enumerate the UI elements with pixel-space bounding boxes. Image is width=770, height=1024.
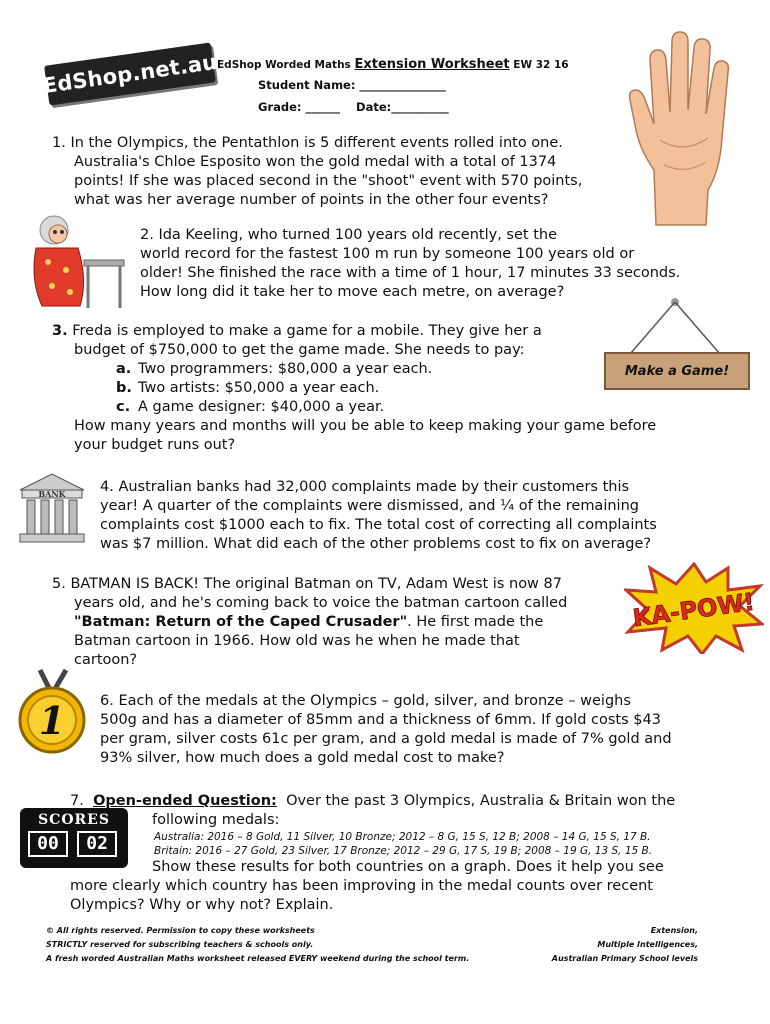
footer-line: Multiple Intelligences, [597,940,698,949]
question-1-line: what was her average number of points in the other four events? [74,192,549,208]
item-text: Two artists: $50,000 a year each. [138,380,380,396]
question-1-line: points! If she was placed second in the "shoot" event with 570 points, [74,173,583,189]
bank-label: BANK [38,489,66,499]
grade-date-line [258,100,449,114]
student-name-field: Student Name: _______________ [258,78,446,92]
title-main: Extension Worksheet [354,57,510,72]
elderly-runner-illustration [22,210,130,310]
item-text: A game designer: $40,000 a year. [138,399,385,415]
question-4-line: 4. Australian banks had 32,000 complaints made by their customers this [100,479,630,495]
date-field: Date:__________ [356,100,449,114]
question-5-line [52,613,567,632]
question-5 [52,575,567,670]
question-1 [52,134,582,210]
footer-line: STRICTLY reserved for subscribing teachers & schools only. [46,940,314,949]
question-3-line: budget of $750,000 to get the game made. She needs to pay: [74,342,525,358]
footer-levels [552,924,698,966]
question-7-line: Olympics? Why or why not? Explain. [70,897,334,913]
question-1-line: 1. In the Olympics, the Pentathlon is 5 different events rolled into one. [52,135,563,151]
question-4-line: year! A quarter of the complaints were dismissed, and ¼ of the remaining [100,498,639,514]
question-7-line: Show these results for both countries on a graph. Does it help you see [152,859,664,875]
question-4-line: complaints cost $1000 each to fix. The total cost of correcting all complaints [100,517,657,533]
gold-medal-icon [12,668,94,756]
worksheet-code: EW 32 16 [513,59,569,71]
open-ended-heading: Open-ended Question: [93,793,277,809]
question-5-line: years old, and he's coming back to voice the batman cartoon called [74,595,568,611]
kapow-burst-icon [624,562,764,654]
question-7-line: more clearly which country has been improving in the medal counts over recent [70,878,653,894]
question-7-line: following medals: [152,812,280,828]
question-7-number: 7. [70,793,84,809]
question-2-line: world record for the fastest 100 m run by someone 100 years old or [140,246,635,262]
question-2-line: 2. Ida Keeling, who turned 100 years old recently, set the [140,227,557,243]
raised-hand-illustration [628,20,738,230]
question-2-line: How long did it take her to move each metre, on average? [140,284,565,300]
question-3-item [52,398,656,417]
footer-line: Australian Primary School levels [551,954,698,963]
kapow-text: KA-POW! [631,587,757,633]
question-3 [52,322,656,455]
item-marker: b. [116,380,132,396]
scoreboard-label: SCORES [38,812,110,828]
footer-copyright [46,924,469,966]
question-3-line: Freda is employed to make a game for a mobile. They give her a [72,323,542,339]
question-3-line: How many years and months will you be able to keep making your game before [74,418,657,434]
australia-results: Australia: 2016 – 8 Gold, 11 Silver, 10 Bronze; 2012 – 8 G, 15 S, 12 B; 2008 – 14 G, 15 S, 17 B. [154,831,651,843]
item-text: Two programmers: $80,000 a year each. [138,361,433,377]
question-6-line: 500g and has a diameter of 85mm and a thickness of 6mm. If gold costs $43 [100,712,661,728]
footer-line: Extension, [650,926,698,935]
score-digit: 00 [28,831,68,857]
title-prefix: EdShop Worded Maths [217,59,351,71]
grade-field: Grade: ______ [258,100,341,114]
question-6-line: 6. Each of the medals at the Olympics – gold, silver, and bronze – weighs [100,693,631,709]
question-7 [70,792,675,915]
question-6 [100,692,672,768]
item-marker: a. [116,361,132,377]
bank-building-icon [18,472,86,544]
question-5-line: 5. BATMAN IS BACK! The original Batman on TV, Adam West is now 87 [52,576,562,592]
score-digit: 02 [77,831,117,857]
question-5-text: . He first made the [407,614,544,630]
question-6-line: 93% silver, how much does a gold medal cost to make? [100,750,505,766]
footer-line: © All rights reserved. Permission to copy these worksheets [46,926,315,935]
question-2 [140,226,680,302]
britain-results: Britain: 2016 – 27 Gold, 23 Silver, 17 Bronze; 2012 – 29 G, 17 S, 19 B; 2008 – 19 G, 13 S, 15 B. [154,845,653,857]
question-7-intro [70,792,675,811]
question-5-line: cartoon? [74,652,138,668]
footer-line: A fresh worded Australian Maths worksheet released EVERY weekend during the school term. [46,954,470,963]
worksheet-title [217,57,569,72]
question-3-item [52,379,656,398]
question-3-intro [52,322,656,341]
question-3-item [52,360,656,379]
item-marker: c. [116,399,131,415]
cartoon-title: "Batman: Return of the Caped Crusader" [74,614,408,630]
question-7-text: Over the past 3 Olympics, Australia & Britain won the [286,793,676,809]
make-a-game-sign [604,352,750,390]
edshop-logo [41,43,219,106]
question-4-line: was $7 million. What did each of the other problems cost to fix on average? [100,536,652,552]
question-2-line: older! She finished the race with a time of 1 hour, 17 minutes 33 seconds. [140,265,681,281]
logo-text: EdShop.net.au [41,49,219,99]
question-1-line: Australia's Chloe Esposito won the gold medal with a total of 1374 [74,154,557,170]
question-3-line: your budget runs out? [74,437,236,453]
question-4 [100,478,657,554]
question-5-line: Batman cartoon in 1966. How old was he when he made that [74,633,520,649]
sign-hanging-string [620,296,730,356]
question-3-number: 3. [52,323,68,339]
question-6-line: per gram, silver costs 61c per gram, and a gold medal is made of 7% gold and [100,731,672,747]
sign-text: Make a Game! [624,363,730,379]
medal-number: 1 [38,698,66,743]
